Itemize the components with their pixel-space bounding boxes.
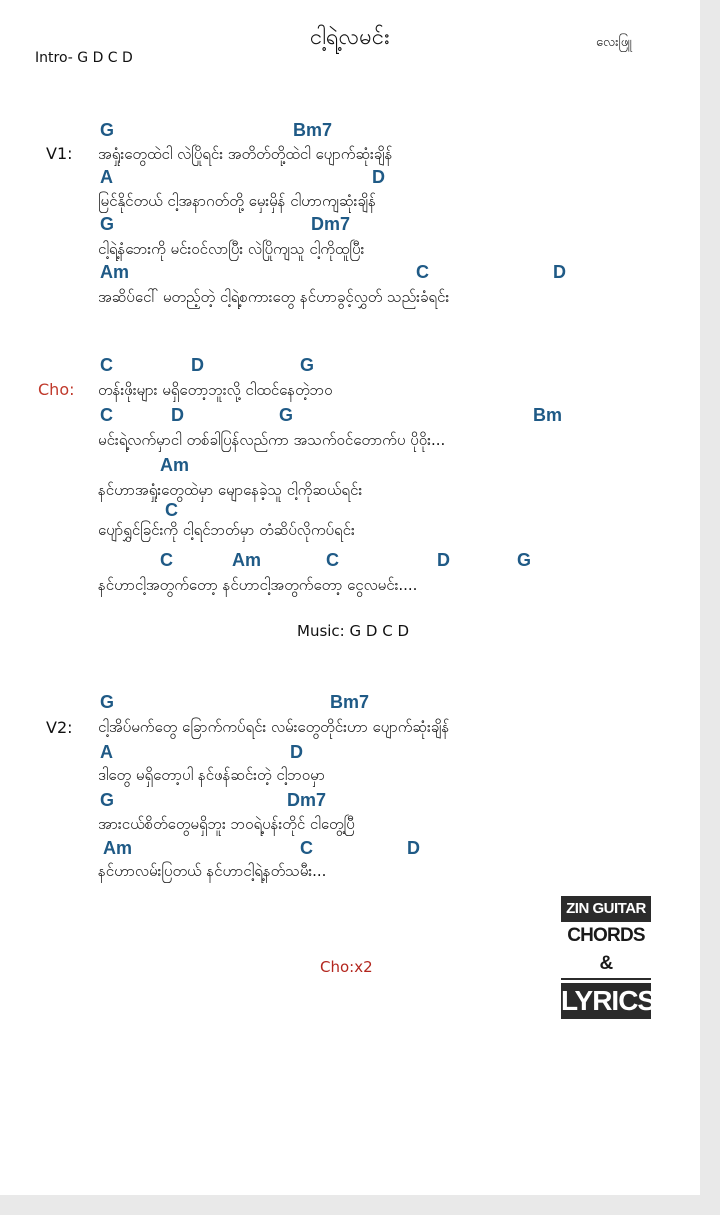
logo-line3: LYRICS — [561, 983, 651, 1019]
chord: D — [372, 167, 385, 187]
lyric-line: ငါ့ရဲ့နံဘေးကို မင်းဝင်လာပြီး လဲပြိုကျသူ ငါ့ကိုထူပြီး — [98, 240, 365, 258]
music-chords: Music: G D C D — [297, 622, 410, 640]
chord: D — [290, 742, 303, 762]
chord: G — [100, 120, 115, 140]
chord: D — [191, 355, 204, 375]
chord: Am — [160, 455, 190, 475]
zin-guitar-logo — [561, 896, 656, 1019]
lyric-line: နင်ဟာလမ်းပြတယ် နင်ဟာငါ့ရဲ့နတ်သမီး... — [98, 862, 327, 880]
chord: Bm7 — [330, 692, 370, 712]
logo-line1: ZIN GUITAR — [561, 896, 651, 922]
chord: G — [300, 355, 315, 375]
lyric-line: နင်ဟာအရှုံးတွေထဲမှာ မျောနေခဲ့သူ ငါ့ကိုဆယ်ရင်း — [98, 481, 363, 499]
chord: C — [416, 262, 429, 282]
chord: Dm7 — [287, 790, 327, 810]
chord: C — [326, 550, 339, 570]
lyric-line: နင်ဟာငါ့အတွက်တော့ နင်ဟာငါ့အတွက်တော့ ငွေလမင်း.... — [98, 576, 418, 594]
chord: Bm — [533, 405, 563, 425]
artist-name: လေးဖြူ — [596, 35, 632, 50]
chord: G — [100, 214, 115, 234]
chord: A — [100, 742, 113, 762]
intro-chords: Intro- G D C D — [35, 50, 133, 66]
chord: G — [100, 790, 115, 810]
logo-line2: CHORDS & — [561, 922, 651, 980]
chord: G — [279, 405, 294, 425]
chord: C — [100, 405, 113, 425]
chord: D — [407, 838, 420, 858]
lyric-line: အရှုံးတွေထဲငါ လဲပြိုရင်း အတိတ်တို့ထဲငါ ပျောက်ဆုံးချိန် — [98, 145, 393, 163]
chord: A — [100, 167, 113, 187]
lyric-line: ပျော်ရွှင်ခြင်းကို ငါ့ရင်ဘတ်မှာ တံဆိပ်လိုကပ်ရင်း — [98, 521, 355, 539]
verse1-label: V1: — [46, 144, 73, 163]
chord: Am — [100, 262, 130, 282]
lyric-line: ငါ့အိပ်မက်တွေ ခြောက်ကပ်ရင်း လမ်းတွေတိုင်းဟာ ပျောက်ဆုံးချိန် — [98, 718, 450, 736]
verse2-label: V2: — [46, 718, 73, 737]
chord: C — [100, 355, 113, 375]
lyric-line: အားငယ်စိတ်တွေမရှိဘူး ဘဝရဲ့ပန်းတိုင် ငါတွေ့ပြီ — [98, 815, 355, 833]
lyric-line: မင်းရဲ့လက်မှာငါ တစ်ခါပြန်လည်ကာ အသက်ဝင်တောက်ပ ပိုဝိုး... — [98, 431, 446, 449]
chord: D — [171, 405, 184, 425]
song-title: ငါ့ရဲ့လမင်း — [310, 25, 390, 50]
chorus-label: Cho: — [38, 380, 75, 399]
chord: Dm7 — [311, 214, 351, 234]
chord: D — [553, 262, 566, 282]
chord: Bm7 — [293, 120, 333, 140]
lyric-line: ဒါတွေ မရှိတော့ပါ နင်ဖန်ဆင်းတဲ့ ငါ့ဘဝမှာ — [98, 766, 325, 784]
chorus-repeat-note: Cho:x2 — [320, 958, 373, 976]
chord: Am — [232, 550, 262, 570]
chord: G — [517, 550, 532, 570]
chord: D — [437, 550, 450, 570]
chord: G — [100, 692, 115, 712]
chord: C — [300, 838, 313, 858]
lyric-line: အဆိပ်ငေါ် မတည့်တဲ့ ငါ့ရဲ့စကားတွေ နင်ဟာခွင့်လွှတ် သည်းခံရင်း — [98, 288, 450, 306]
lyric-line: မြင်နိုင်တယ် ငါ့အနာဂတ်တို့ မှေးမှိန် ငါဟာကျဆုံးချိန် — [98, 192, 376, 210]
chord: Am — [103, 838, 133, 858]
lyric-line: တန်းဖိုးများ မရှိတော့ဘူးလို့ ငါထင်နေတဲ့ဘဝ — [98, 381, 333, 399]
chord: C — [160, 550, 173, 570]
chord: C — [165, 500, 178, 520]
